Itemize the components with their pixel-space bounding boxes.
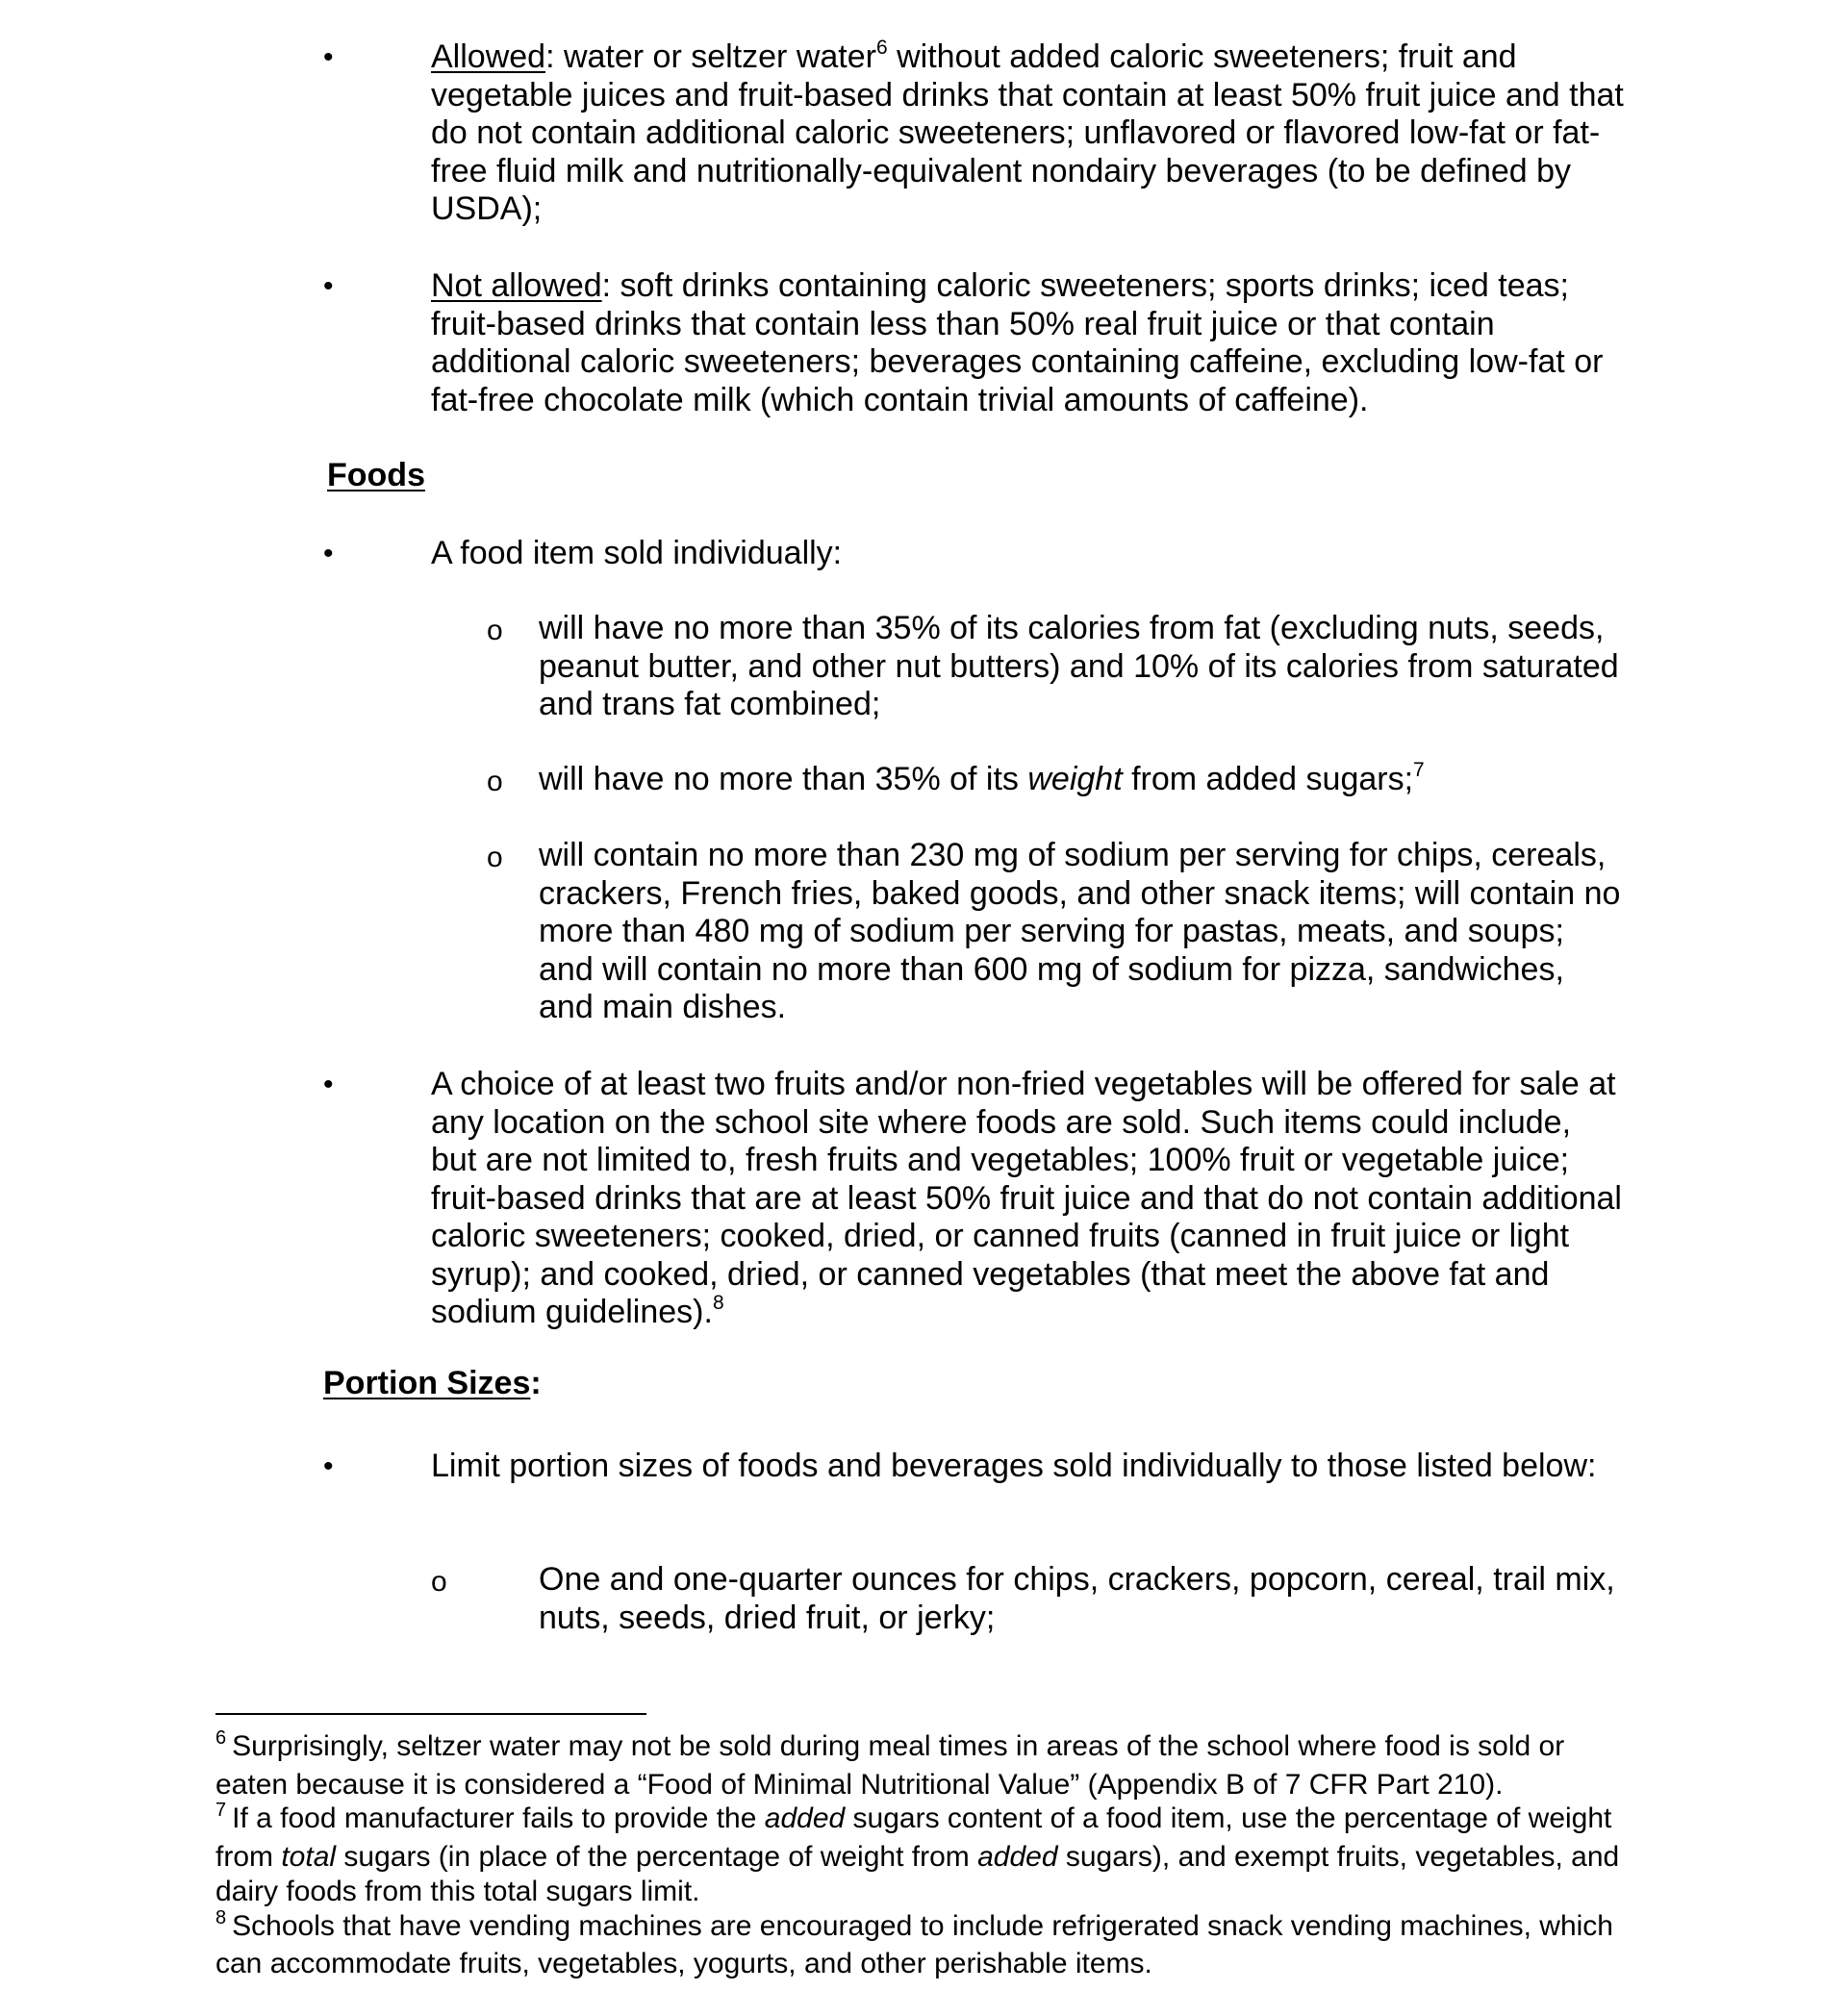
allowed-paragraph bbox=[431, 38, 1624, 229]
footnote-6-text: Surprisingly, seltzer water may not be sold during meal times in areas of the school where food is sold or eaten because it is considered a “Food of Minimal Nutritional Value” (Appendix B of 7 CFR Part 210). bbox=[215, 1730, 1565, 1801]
portion-sizes-heading bbox=[323, 1364, 542, 1402]
allowed-label: Allowed bbox=[431, 38, 546, 75]
footnote-6 bbox=[215, 1729, 1620, 1802]
sub-bullet-sugar: o bbox=[487, 766, 503, 797]
bullet-portion-limit: • bbox=[323, 1450, 334, 1482]
footnote-8-text: Schools that have vending machines are encouraged to include refrigerated snack vending machines, which can accommodate fruits, vegetables, yogurts, and other perishable items. bbox=[215, 1909, 1613, 1980]
footnote-7-text-a: If a food manufacturer fails to provide the bbox=[232, 1802, 765, 1835]
footnote-ref-8: 8 bbox=[712, 1291, 724, 1314]
footnote-ref-6: 6 bbox=[875, 36, 888, 59]
sub-bullet-ounces: o bbox=[431, 1566, 447, 1598]
fruit-choice-text: A choice of at least two fruits and/or non-fried vegetables will be offered for sale at any location on the school site where foods are sold. Such items could include, but are not limited to, fresh fruits and vegetables; 100% fruit or vegetable juice; fruit-based drinks that are at least 50% fruit juice and that do not contain additional caloric sweeteners; cooked, dried, or canned fruits (canned in fruit juice or light syrup); and cooked, dried, or canned vegetables (that meet the above fat and sodium guidelines). bbox=[431, 1066, 1622, 1330]
footnote-7-text-b: sugars content of a food item, use the percentage of weight from bbox=[215, 1802, 1612, 1874]
fat-limit-text: will have no more than 35% of its calories from fat (excluding nuts, seeds, peanut butter, and other nut butters) and 10% of its calories from saturated and trans fat combined; bbox=[539, 610, 1619, 722]
not-allowed-paragraph bbox=[431, 267, 1624, 419]
fruit-choice-paragraph bbox=[431, 1066, 1624, 1332]
sugar-emph: weight bbox=[1027, 761, 1123, 797]
portion-sizes-heading-colon: : bbox=[530, 1365, 542, 1401]
footnote-8 bbox=[215, 1906, 1620, 1981]
ounces-limit-text: One and one-quarter ounces for chips, crackers, popcorn, cereal, trail mix, nuts, seeds, dried fruit, or jerky; bbox=[539, 1561, 1615, 1636]
footnote-6-mark: 6 bbox=[215, 1727, 227, 1749]
sodium-limit-text: will contain no more than 230 mg of sodium per serving for chips, cereals, crackers, French fries, baked goods, and other snack items; will contain no more than 480 mg of sodium per serving for pastas, meats, and soups; and will contain no more than 600 mg of sodium for pizza, sandwiches, and main dishes. bbox=[539, 837, 1621, 1025]
footnote-7-mark: 7 bbox=[215, 1800, 227, 1822]
sub-bullet-fat: o bbox=[487, 615, 503, 646]
sub-bullet-sodium: o bbox=[487, 842, 503, 873]
portion-sizes-heading-text: Portion Sizes bbox=[323, 1365, 531, 1401]
footnote-ref-7: 7 bbox=[1413, 758, 1425, 781]
footnotes bbox=[215, 1729, 1620, 1981]
footnote-7-text-d: sugars), and exempt fruits, vegetables, and dairy foods from this total sugars limit. bbox=[215, 1841, 1620, 1907]
not-allowed-text: : soft drinks containing caloric sweeteners; sports drinks; iced teas; fruit-based drinks that contain less than 50% real fruit juice or that contain additional caloric sweeteners; beverages containing caffeine, excluding low-fat or fat-free chocolate milk (which contain trivial amounts of caffeine). bbox=[431, 267, 1604, 418]
footnote-7 bbox=[215, 1802, 1620, 1908]
footnote-7-emph-a: added bbox=[764, 1802, 846, 1835]
sugar-limit-text bbox=[539, 758, 1626, 799]
allowed-text-a: : water or seltzer water bbox=[545, 38, 876, 75]
bullet-not-allowed: • bbox=[323, 270, 334, 302]
footnote-7-emph-c: added bbox=[977, 1841, 1058, 1874]
footnote-8-mark: 8 bbox=[215, 1906, 227, 1928]
footnote-7-emph-b: total bbox=[281, 1841, 337, 1874]
bullet-food-item: • bbox=[323, 538, 334, 569]
sugar-text-a: will have no more than 35% of its bbox=[539, 761, 1028, 797]
food-item-paragraph: A food item sold individually: bbox=[431, 535, 843, 571]
foods-heading: Foods bbox=[327, 457, 425, 493]
footnote-separator bbox=[215, 1713, 646, 1715]
footnote-7-text-c: sugars (in place of the percentage of weight from bbox=[336, 1841, 978, 1874]
portion-limit-paragraph: Limit portion sizes of foods and beverages sold individually to those listed below: bbox=[431, 1448, 1597, 1484]
sugar-text-b: from added sugars; bbox=[1122, 761, 1414, 797]
bullet-fruit-choice: • bbox=[323, 1069, 334, 1100]
allowed-text-b: without added caloric sweeteners; fruit and vegetable juices and fruit-based drinks that contain at least 50% fruit juice and that do not contain additional caloric sweeteners; unflavored or flavored low-fat or fat-free fluid milk and nutritionally-equivalent nondairy beverages (to be defined by USDA); bbox=[431, 38, 1624, 227]
bullet-allowed: • bbox=[323, 41, 334, 73]
not-allowed-label: Not allowed bbox=[431, 267, 602, 304]
